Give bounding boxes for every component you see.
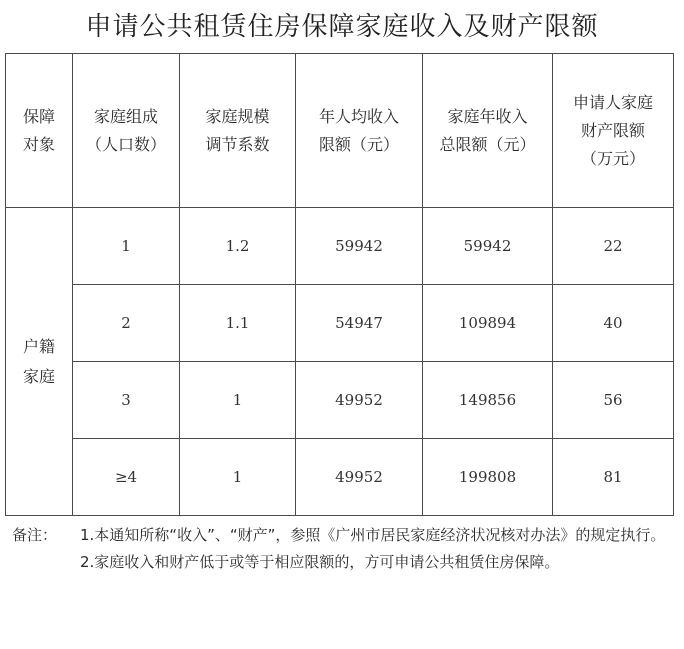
coefficient-cell: 1.1 [180,285,296,362]
coefficient-cell: 1 [180,439,296,516]
asset-limit-cell: 22 [553,208,674,285]
page-title: 申请公共租赁住房保障家庭收入及财产限额 [85,12,599,42]
asset-limit-cell: 40 [553,285,674,362]
header-household-income-limit [423,54,553,208]
header-row [6,54,674,208]
header-text: 调节系数 [205,134,270,154]
table-row [6,362,674,439]
header-text: 限额（元） [318,134,399,154]
asset-limit-cell: 56 [553,362,674,439]
table-row [6,439,674,516]
header-adjustment-coefficient [180,54,296,208]
per-capita-limit-cell: 49952 [296,439,423,516]
coefficient-cell: 1 [180,362,296,439]
header-text: 保障 [22,106,55,126]
header-household-size [73,54,180,208]
per-capita-limit-cell: 54947 [296,285,423,362]
table-row [6,208,674,285]
household-size-cell: ≥4 [73,439,180,516]
notes-section [12,522,676,576]
household-size-cell: 2 [73,285,180,362]
group-label-text: 户籍 [22,336,55,356]
household-total-limit-cell: 199808 [423,439,553,516]
per-capita-limit-cell: 59942 [296,208,423,285]
notes-prefix: 备注： [12,526,58,544]
header-asset-limit [553,54,674,208]
header-text: 总限额（元） [439,134,536,154]
header-text: 家庭年收入 [447,106,528,126]
header-text: （人口数） [85,134,166,154]
per-capita-limit-cell: 49952 [296,362,423,439]
note-text: 1.本通知所称“收入”、“财产”，参照《广州市居民家庭经济状况核对办法》的规定执行。 [80,526,666,544]
header-text: （万元） [580,148,645,168]
table-row [6,285,674,362]
header-target-group [6,54,73,208]
header-text: 对象 [22,134,55,154]
header-text: 财产限额 [580,120,645,140]
note-indent [12,549,80,576]
coefficient-cell: 1.2 [180,208,296,285]
note-item [12,522,676,549]
header-text: 家庭组成 [93,106,158,126]
target-group-cell [6,208,73,516]
header-per-capita-income-limit [296,54,423,208]
household-size-cell: 3 [73,362,180,439]
group-label-text: 家庭 [22,366,55,386]
asset-limit-cell: 81 [553,439,674,516]
note-item [12,549,676,576]
header-text: 申请人家庭 [572,92,653,112]
income-asset-limit-table [5,53,674,516]
header-text: 年人均收入 [318,106,399,126]
household-size-cell: 1 [73,208,180,285]
household-total-limit-cell: 149856 [423,362,553,439]
household-total-limit-cell: 59942 [423,208,553,285]
header-text: 家庭规模 [205,106,270,126]
household-total-limit-cell: 109894 [423,285,553,362]
note-text: 2.家庭收入和财产低于或等于相应限额的，方可申请公共租赁住房保障。 [80,553,560,571]
